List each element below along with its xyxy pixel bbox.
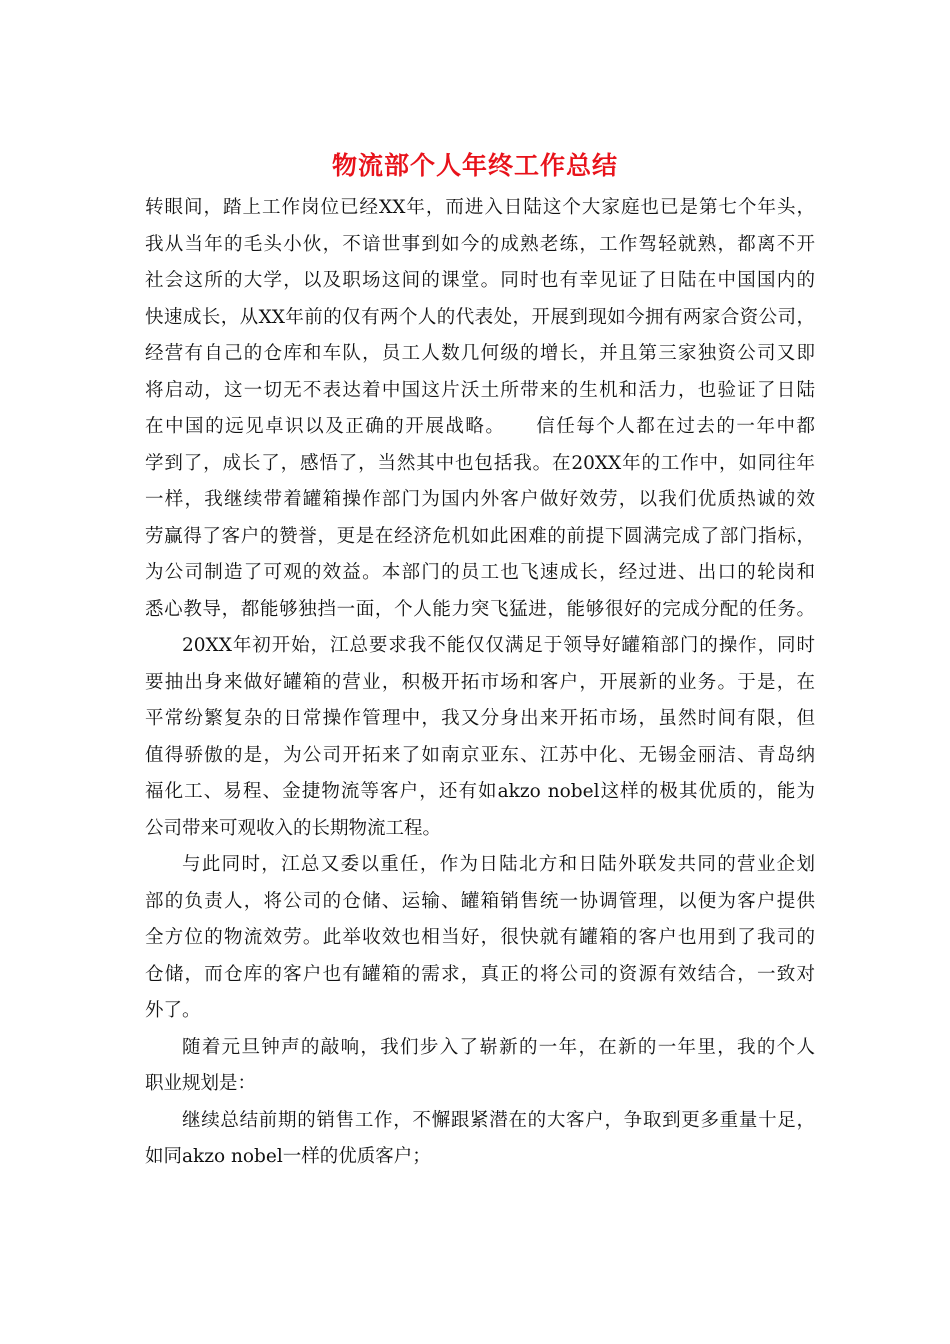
document-body [145,190,815,1176]
text-line: 外了。 [145,1000,201,1021]
text-line: 平常纷繁复杂的日常操作管理中，我又分身出来开拓市场，虽然时间有限，但 [145,708,815,729]
text-line: 悉心教导，都能够独挡一面，个人能力突飞猛进，能够很好的完成分配的任务。 [145,598,815,620]
text-line: 如同akzo nobel一样的优质客户； [145,1146,431,1167]
text-line: 劳赢得了客户的赞誉，更是在经济危机如此困难的前提下圆满完成了部门指标， [145,525,815,547]
text-line: 全方位的物流效劳。此举收效也相当好，很快就有罐箱的客户也用到了我司的 [145,927,815,948]
text-line: 社会这所的大学，以及职场这间的课堂。同时也有幸见证了日陆在中国国内的 [145,270,815,291]
text-line: 与此同时，江总又委以重任，作为日陆北方和日陆外联发共同的营业企划 [182,854,815,875]
text-line: 为公司制造了可观的效益。本部门的员工也飞速成长，经过进、出口的轮岗和 [145,562,815,583]
text-line: 值得骄傲的是，为公司开拓来了如南京亚东、江苏中化、无锡金丽洁、青岛纳 [145,744,815,766]
text-line: 职业规划是： [145,1073,257,1094]
text-line: 福化工、易程、金捷物流等客户，还有如akzo nobel这样的极其优质的，能为 [145,781,815,802]
text-line: 要抽出身来做好罐箱的营业，积极开拓市场和客户，开展新的业务。于是，在 [145,671,815,693]
text-line: 经营有自己的仓库和车队，员工人数几何级的增长，并且第三家独资公司又即 [145,343,815,364]
text-line: 学到了，成长了，感悟了，当然其中也包括我。在20XX年的工作中，如同往年 [145,452,815,474]
text-line: 部的负责人，将公司的仓储、运输、罐箱销售统一协调管理，以便为客户提供 [145,890,815,912]
text-line: 公司带来可观收入的长期物流工程。 [145,817,442,839]
text-line: 在中国的远见卓识以及正确的开展战略。 信任每个人都在过去的一年中都 [145,416,815,437]
text-line: 快速成长，从XX年前的仅有两个人的代表处，开展到现如今拥有两家合资公司， [145,306,815,328]
text-line: 一样，我继续带着罐箱操作部门为国内外客户做好效劳，以我们优质热诚的效 [145,489,815,510]
document-title: 物流部个人年终工作总结 [331,151,618,180]
text-line: 仓储，而仓库的客户也有罐箱的需求，真正的将公司的资源有效结合，一致对 [145,963,815,985]
text-line: 20XX年初开始，江总要求我不能仅仅满足于领导好罐箱部门的操作，同时 [182,635,815,656]
text-line: 随着元旦钟声的敲响，我们步入了崭新的一年，在新的一年里，我的个人 [182,1036,815,1058]
text-line: 将启动，这一切无不表达着中国这片沃土所带来的生机和活力，也验证了日陆 [145,379,815,401]
text-line: 转眼间，踏上工作岗位已经XX年，而进入日陆这个大家庭也已是第七个年头， [145,197,815,218]
text-line: 继续总结前期的销售工作，不懈跟紧潜在的大客户，争取到更多重量十足， [182,1109,815,1131]
text-line: 我从当年的毛头小伙，不谙世事到如今的成熟老练，工作驾轻就熟，都离不开 [145,233,815,255]
